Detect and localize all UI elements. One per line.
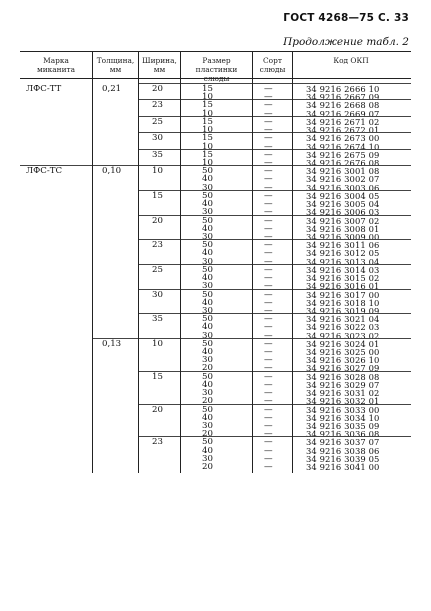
column-header-code: Код ОКП bbox=[333, 56, 369, 65]
mica-grade-cell: — bbox=[264, 445, 273, 456]
mica-grade-cell: — bbox=[264, 404, 273, 415]
width-group-divider bbox=[138, 215, 411, 216]
mica-grade-cell: — bbox=[264, 363, 273, 374]
width-group-divider bbox=[138, 289, 411, 290]
plate-size-cell: 50 bbox=[202, 240, 213, 251]
width-group-divider bbox=[138, 116, 411, 117]
mica-grade-cell: — bbox=[264, 429, 273, 440]
okp-code-cell: 34 9216 2671 02 bbox=[306, 116, 380, 127]
mica-grade-cell: — bbox=[264, 355, 273, 366]
okp-code-cell: 34 9216 3037 07 bbox=[306, 437, 380, 448]
plate-size-cell: 15 bbox=[202, 84, 213, 94]
mica-grade-cell: — bbox=[264, 240, 273, 251]
okp-code-cell: 34 9216 2668 08 bbox=[306, 100, 380, 111]
mica-grade-cell: — bbox=[264, 437, 273, 448]
okp-code-cell: 34 9216 3026 10 bbox=[306, 355, 380, 366]
thickness-cell: 0,21 bbox=[102, 84, 122, 94]
width-cell: 20 bbox=[152, 404, 163, 415]
mica-grade-cell: — bbox=[264, 379, 273, 390]
width-group-divider bbox=[138, 436, 411, 437]
okp-code-cell: 34 9216 3034 10 bbox=[306, 412, 380, 423]
mica-grade-cell: — bbox=[264, 248, 273, 259]
column-header-sort: Сорт слюды bbox=[259, 56, 286, 74]
plate-size-cell: 30 bbox=[202, 231, 213, 242]
okp-code-cell: 34 9216 3041 00 bbox=[306, 462, 380, 473]
okp-code-cell: 34 9216 3004 05 bbox=[306, 190, 380, 201]
width-cell: 23 bbox=[152, 437, 163, 448]
mica-grade-cell: — bbox=[264, 116, 273, 127]
width-group-divider bbox=[138, 313, 411, 314]
okp-code-cell: 34 9216 3031 02 bbox=[306, 388, 380, 399]
plate-size-cell: 10 bbox=[202, 141, 213, 152]
okp-code-cell: 34 9216 3001 08 bbox=[306, 166, 380, 177]
plate-size-cell: 30 bbox=[202, 182, 213, 193]
mica-grade-cell: — bbox=[264, 281, 273, 292]
okp-code-cell: 34 9216 3007 02 bbox=[306, 215, 380, 226]
mica-grade-cell: — bbox=[264, 338, 273, 349]
okp-code-cell: 34 9216 3017 00 bbox=[306, 289, 380, 300]
okp-code-cell: 34 9216 3023 02 bbox=[306, 330, 380, 341]
mica-grade-cell: — bbox=[264, 231, 273, 242]
plate-size-cell: 50 bbox=[202, 371, 213, 382]
thickness-cell: 0,13 bbox=[102, 338, 122, 349]
okp-code-cell: 34 9216 2676 08 bbox=[306, 157, 380, 168]
mica-grade-cell: — bbox=[264, 330, 273, 341]
mica-grade-cell: — bbox=[264, 157, 273, 168]
column-divider bbox=[292, 51, 293, 78]
okp-code-cell: 34 9216 3039 05 bbox=[306, 453, 380, 464]
plate-size-cell: 40 bbox=[202, 223, 213, 234]
plate-size-cell: 30 bbox=[202, 256, 213, 267]
plate-size-cell: 40 bbox=[202, 297, 213, 308]
width-cell: 15 bbox=[152, 190, 163, 201]
okp-code-cell: 34 9216 3016 01 bbox=[306, 281, 380, 292]
mica-grade-cell: — bbox=[264, 273, 273, 284]
plate-size-cell: 50 bbox=[202, 264, 213, 275]
width-cell: 23 bbox=[152, 240, 163, 251]
okp-code-cell: 34 9216 2674 10 bbox=[306, 141, 380, 152]
mica-grade-cell: — bbox=[264, 314, 273, 325]
column-header-mark: Марка миканита bbox=[36, 56, 76, 74]
mica-grade-cell: — bbox=[264, 347, 273, 358]
width-cell: 20 bbox=[152, 215, 163, 226]
mica-grade-cell: — bbox=[264, 108, 273, 119]
plate-size-cell: 50 bbox=[202, 215, 213, 226]
width-group-divider bbox=[138, 239, 411, 240]
mica-grade-cell: — bbox=[264, 289, 273, 300]
okp-code-cell: 34 9216 3027 09 bbox=[306, 363, 380, 374]
okp-code-cell: 34 9216 3012 05 bbox=[306, 248, 380, 259]
table-continuation-label: Продолжение табл. 2 bbox=[283, 36, 409, 48]
width-group-divider bbox=[138, 264, 411, 265]
mica-grade-cell: — bbox=[264, 256, 273, 267]
plate-size-cell: 30 bbox=[202, 388, 213, 399]
plate-size-cell: 40 bbox=[202, 199, 213, 210]
plate-size-cell: 10 bbox=[202, 108, 213, 119]
okp-code-cell: 34 9216 3028 08 bbox=[306, 371, 380, 382]
column-divider bbox=[292, 78, 293, 473]
plate-size-cell: 15 bbox=[202, 133, 213, 144]
column-divider bbox=[252, 78, 253, 473]
width-cell: 35 bbox=[152, 149, 163, 160]
plate-size-cell: 20 bbox=[202, 396, 213, 407]
okp-code-cell: 34 9216 3005 04 bbox=[306, 199, 380, 210]
column-divider bbox=[92, 78, 93, 473]
mica-grade-cell: — bbox=[264, 305, 273, 316]
plate-size-cell: 30 bbox=[202, 421, 213, 432]
mica-grade-cell: — bbox=[264, 100, 273, 111]
width-group-divider bbox=[138, 99, 411, 100]
mica-grade-cell: — bbox=[264, 92, 273, 103]
width-cell: 23 bbox=[152, 100, 163, 111]
column-divider bbox=[138, 51, 139, 78]
mica-grade-cell: — bbox=[264, 133, 273, 144]
plate-size-cell: 20 bbox=[202, 462, 213, 473]
plate-size-cell: 30 bbox=[202, 281, 213, 292]
width-cell: 15 bbox=[152, 371, 163, 382]
width-group-divider bbox=[138, 83, 411, 84]
plate-size-cell: 40 bbox=[202, 379, 213, 390]
plate-size-cell: 50 bbox=[202, 166, 213, 177]
okp-code-cell: 34 9216 2666 10 bbox=[306, 84, 380, 94]
column-divider bbox=[252, 51, 253, 78]
mica-grade-cell: — bbox=[264, 462, 273, 473]
plate-size-cell: 40 bbox=[202, 445, 213, 456]
plate-size-cell: 15 bbox=[202, 116, 213, 127]
mica-grade-cell: — bbox=[264, 412, 273, 423]
okp-code-cell: 34 9216 3009 00 bbox=[306, 231, 380, 242]
plate-size-cell: 50 bbox=[202, 338, 213, 349]
okp-code-cell: 34 9216 3008 01 bbox=[306, 223, 380, 234]
plate-size-cell: 30 bbox=[202, 305, 213, 316]
okp-code-cell: 34 9216 3035 09 bbox=[306, 421, 380, 432]
okp-code-cell: 34 9216 3018 10 bbox=[306, 297, 380, 308]
mica-grade-cell: — bbox=[264, 388, 273, 399]
mica-grade-cell: — bbox=[264, 223, 273, 234]
width-cell: 30 bbox=[152, 133, 163, 144]
column-divider bbox=[92, 51, 93, 78]
mica-grade-cell: — bbox=[264, 199, 273, 210]
mica-grade-cell: — bbox=[264, 207, 273, 218]
width-cell: 10 bbox=[152, 166, 163, 177]
plate-size-cell: 50 bbox=[202, 314, 213, 325]
mica-grade-cell: — bbox=[264, 84, 273, 94]
plate-size-cell: 50 bbox=[202, 404, 213, 415]
mica-grade-cell: — bbox=[264, 421, 273, 432]
mica-grade-cell: — bbox=[264, 174, 273, 185]
plate-size-cell: 50 bbox=[202, 289, 213, 300]
section-divider bbox=[20, 165, 411, 166]
okp-code-cell: 34 9216 3003 06 bbox=[306, 182, 380, 193]
table-top-border bbox=[20, 51, 411, 52]
column-divider bbox=[138, 78, 139, 473]
mica-grade-cell: — bbox=[264, 264, 273, 275]
plate-size-cell: 50 bbox=[202, 190, 213, 201]
plate-size-cell: 40 bbox=[202, 273, 213, 284]
plate-size-cell: 30 bbox=[202, 330, 213, 341]
plate-size-cell: 40 bbox=[202, 248, 213, 259]
okp-code-cell: 34 9216 3022 03 bbox=[306, 322, 380, 333]
okp-code-cell: 34 9216 3038 06 bbox=[306, 445, 380, 456]
mica-grade-cell: — bbox=[264, 215, 273, 226]
okp-code-cell: 34 9216 2669 07 bbox=[306, 108, 380, 119]
mica-grade-cell: — bbox=[264, 453, 273, 464]
okp-code-cell: 34 9216 2675 09 bbox=[306, 149, 380, 160]
width-group-divider bbox=[138, 404, 411, 405]
plate-size-cell: 30 bbox=[202, 355, 213, 366]
okp-code-cell: 34 9216 3011 06 bbox=[306, 240, 380, 251]
mica-grade-cell: — bbox=[264, 190, 273, 201]
width-cell: 25 bbox=[152, 264, 163, 275]
plate-size-cell: 30 bbox=[202, 453, 213, 464]
plate-size-cell: 10 bbox=[202, 157, 213, 168]
plate-size-cell: 20 bbox=[202, 363, 213, 374]
plate-size-cell: 20 bbox=[202, 429, 213, 440]
plate-size-cell: 30 bbox=[202, 207, 213, 218]
mica-grade-cell: — bbox=[264, 182, 273, 193]
plate-size-cell: 10 bbox=[202, 125, 213, 136]
mica-grade-cell: — bbox=[264, 371, 273, 382]
width-cell: 30 bbox=[152, 289, 163, 300]
plate-size-cell: 40 bbox=[202, 412, 213, 423]
mica-brand-cell: ЛФС-ТС bbox=[26, 166, 63, 177]
plate-size-cell: 15 bbox=[202, 149, 213, 160]
plate-size-cell: 40 bbox=[202, 347, 213, 358]
column-header-size: Размер пластинки слюды bbox=[195, 56, 238, 83]
okp-code-cell: 34 9216 3014 03 bbox=[306, 264, 380, 275]
width-cell: 20 bbox=[152, 84, 163, 94]
plate-size-cell: 15 bbox=[202, 100, 213, 111]
thickness-cell: 0,10 bbox=[102, 166, 122, 177]
column-divider bbox=[180, 51, 181, 78]
width-group-divider bbox=[138, 132, 411, 133]
column-divider bbox=[180, 78, 181, 473]
okp-code-cell: 34 9216 3036 08 bbox=[306, 429, 380, 440]
mica-grade-cell: — bbox=[264, 297, 273, 308]
column-header-width: Ширина, мм bbox=[142, 56, 177, 74]
mica-grade-cell: — bbox=[264, 396, 273, 407]
plate-size-cell: 40 bbox=[202, 322, 213, 333]
okp-code-cell: 34 9216 3029 07 bbox=[306, 379, 380, 390]
mica-grade-cell: — bbox=[264, 141, 273, 152]
mica-grade-cell: — bbox=[264, 322, 273, 333]
okp-code-cell: 34 9216 3015 02 bbox=[306, 273, 380, 284]
mica-brand-cell: ЛФС-ТТ bbox=[26, 84, 62, 94]
width-group-divider bbox=[138, 371, 411, 372]
width-cell: 10 bbox=[152, 338, 163, 349]
plate-size-cell: 50 bbox=[202, 437, 213, 448]
okp-code-cell: 34 9216 2672 01 bbox=[306, 125, 380, 136]
okp-code-cell: 34 9216 3021 04 bbox=[306, 314, 380, 325]
okp-code-cell: 34 9216 3024 01 bbox=[306, 338, 380, 349]
plate-size-cell: 10 bbox=[202, 92, 213, 103]
column-header-thickness: Толщина, мм bbox=[96, 56, 135, 74]
width-group-divider bbox=[138, 149, 411, 150]
okp-code-cell: 34 9216 3032 01 bbox=[306, 396, 380, 407]
page-header: ГОСТ 4268—75 С. 33 bbox=[283, 12, 409, 24]
okp-code-cell: 34 9216 3002 07 bbox=[306, 174, 380, 185]
mica-grade-cell: — bbox=[264, 125, 273, 136]
width-cell: 35 bbox=[152, 314, 163, 325]
mica-grade-cell: — bbox=[264, 166, 273, 177]
okp-code-cell: 34 9216 3019 09 bbox=[306, 305, 380, 316]
okp-code-cell: 34 9216 3033 00 bbox=[306, 404, 380, 415]
width-cell: 25 bbox=[152, 116, 163, 127]
okp-code-cell: 34 9216 3013 04 bbox=[306, 256, 380, 267]
okp-code-cell: 34 9216 2667 09 bbox=[306, 92, 380, 103]
width-group-divider bbox=[138, 190, 411, 191]
okp-code-cell: 34 9216 3006 03 bbox=[306, 207, 380, 218]
mica-grade-cell: — bbox=[264, 149, 273, 160]
plate-size-cell: 40 bbox=[202, 174, 213, 185]
okp-code-cell: 34 9216 2673 00 bbox=[306, 133, 380, 144]
okp-code-cell: 34 9216 3025 00 bbox=[306, 347, 380, 358]
